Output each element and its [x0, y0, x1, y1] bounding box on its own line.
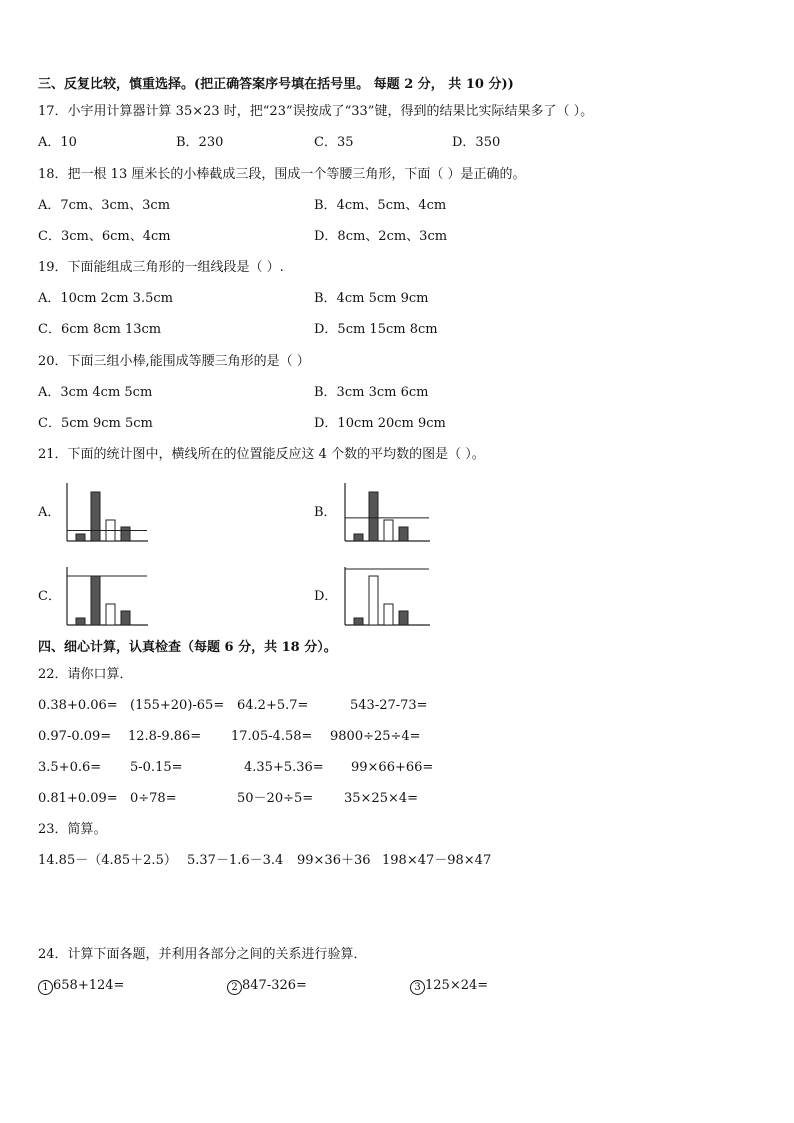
- q24-item-2-expression: 847-326=: [242, 978, 307, 993]
- q17-option-a: A．10: [38, 135, 77, 150]
- q22-item: 99×66+66=: [351, 760, 434, 775]
- q22-item: 543-27-73=: [350, 698, 428, 713]
- bar: [354, 618, 363, 625]
- section3-heading: 三、反复比较，慎重选择。(把正确答案序号填在括号里。 每题 2 分， 共 10 分)): [38, 77, 514, 92]
- q18-option-d: D．8cm、2cm、3cm: [314, 229, 448, 244]
- circled-number-3: 3: [410, 980, 425, 995]
- bar: [121, 611, 130, 625]
- q24-item-2: [227, 978, 307, 995]
- q18-option-b: B．4cm、5cm、4cm: [314, 198, 447, 213]
- q22-item: 64.2+5.7=: [237, 698, 309, 713]
- q22-item: 0÷78=: [130, 791, 177, 806]
- bar: [369, 576, 378, 625]
- chart-b: [342, 482, 432, 544]
- q22-item: 4.35+5.36=: [244, 760, 324, 775]
- q21-option-b: B．: [314, 505, 337, 520]
- circled-number-1: 1: [38, 980, 53, 995]
- q17-stem: 17．小宇用计算器计算 35×23 时，把“23”误按成了“33”键，得到的结果比实际结果多了（ ）。: [38, 104, 594, 119]
- q20-option-d: D．10cm 20cm 9cm: [314, 416, 446, 431]
- bar: [91, 492, 100, 541]
- bar: [76, 534, 85, 541]
- q18-option-c: C．3cm、6cm、4cm: [38, 229, 171, 244]
- q17-option-b: B．230: [176, 135, 224, 150]
- q22-item: 0.97-0.09=: [38, 729, 112, 744]
- q21-option-c: C．: [38, 589, 61, 604]
- q17-option-c: C．35: [314, 135, 354, 150]
- q19-option-c: C．6cm 8cm 13cm: [38, 322, 162, 337]
- bar: [384, 520, 393, 541]
- q18-option-a: A．7cm、3cm、3cm: [38, 198, 171, 213]
- q22-item: 12.8-9.86=: [128, 729, 202, 744]
- q22-item: 17.05-4.58=: [231, 729, 313, 744]
- chart-d: [342, 566, 432, 628]
- q19-option-b: B．4cm 5cm 9cm: [314, 291, 429, 306]
- q22-item: 9800÷25÷4=: [330, 729, 421, 744]
- q22-item: 0.81+0.09=: [38, 791, 118, 806]
- q20-option-a: A．3cm 4cm 5cm: [38, 385, 153, 400]
- q23-item: 198×47－98×47: [382, 853, 492, 868]
- bar: [399, 527, 408, 541]
- chart-a: [64, 482, 150, 544]
- q19-stem: 19．下面能组成三角形的一组线段是（ ）.: [38, 260, 284, 275]
- q24-item-1: [38, 978, 124, 995]
- q20-option-b: B．3cm 3cm 6cm: [314, 385, 429, 400]
- q18-stem: 18．把一根 13 厘米长的小棒截成三段，围成一个等腰三角形，下面（ ）是正确的。: [38, 167, 526, 182]
- q22-item: (155+20)-65=: [130, 698, 225, 713]
- q24-item-3-expression: 125×24=: [425, 978, 489, 993]
- bar: [121, 527, 130, 541]
- q24-item-3: [410, 978, 488, 995]
- q22-item: 5-0.15=: [130, 760, 183, 775]
- chart-c: [64, 566, 150, 628]
- bar: [369, 492, 378, 541]
- circled-number-2: 2: [227, 980, 242, 995]
- q23-item: 99×36＋36: [297, 853, 371, 868]
- section4-heading: 四、细心计算，认真检查（每题 6 分，共 18 分）。: [38, 640, 337, 655]
- q23-stem: 23．简算。: [38, 822, 107, 837]
- bar: [354, 534, 363, 541]
- q21-option-d: D．: [314, 589, 338, 604]
- q22-item: 50－20÷5=: [237, 791, 314, 806]
- q20-option-c: C．5cm 9cm 5cm: [38, 416, 153, 431]
- bar: [399, 611, 408, 625]
- q19-option-d: D．5cm 15cm 8cm: [314, 322, 438, 337]
- bar: [106, 604, 115, 625]
- q20-stem: 20．下面三组小棒,能围成等腰三角形的是（ ）: [38, 354, 310, 369]
- q22-item: 3.5+0.6=: [38, 760, 102, 775]
- q22-item: 0.38+0.06=: [38, 698, 118, 713]
- q21-option-a: A．: [38, 505, 61, 520]
- q21-stem: 21．下面的统计图中，横线所在的位置能反应这 4 个数的平均数的图是（ ）。: [38, 447, 485, 462]
- q22-item: 35×25×4=: [344, 791, 419, 806]
- q22-stem: 22．请你口算．: [38, 667, 133, 682]
- q24-stem: 24．计算下面各题，并利用各部分之间的关系进行验算．: [38, 947, 367, 962]
- bar: [76, 618, 85, 625]
- q17-option-d: D．350: [452, 135, 501, 150]
- q23-item: 5.37－1.6－3.4: [187, 853, 284, 868]
- q19-option-a: A．10cm 2cm 3.5cm: [38, 291, 173, 306]
- bar: [91, 576, 100, 625]
- q23-item: 14.85－（4.85＋2.5）: [38, 853, 177, 868]
- bar: [384, 604, 393, 625]
- q24-item-1-expression: 658+124=: [53, 978, 125, 993]
